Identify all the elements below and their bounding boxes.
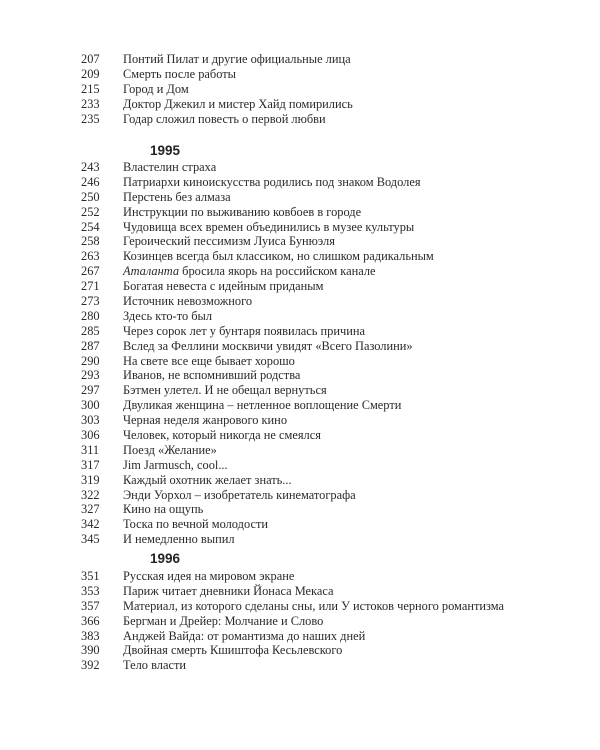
entry-title: Козинцев всегда был классиком, но слишком радикальным: [123, 249, 434, 264]
entry-title: Через сорок лет у бунтаря появилась причина: [123, 323, 365, 338]
toc-entry: [0, 97, 600, 112]
page-number: 300: [81, 398, 100, 413]
entry-title: Энди Уорхол – изобретатель кинематографа: [123, 487, 356, 502]
toc-entry: [0, 264, 600, 279]
entry-title: Jim Jarmusch, cool...: [123, 457, 228, 472]
entry-title-rest: бросила якорь на российском канале: [179, 264, 376, 279]
page-number: 297: [81, 383, 100, 398]
toc-entry: [0, 398, 600, 413]
entry-title: Бэтмен улетел. И не обещал вернуться: [123, 383, 327, 398]
toc-entry: [0, 339, 600, 354]
toc-entry: [0, 517, 600, 532]
entry-title: Поезд «Желание»: [123, 442, 217, 457]
page-number: 390: [81, 643, 100, 658]
page-number: 254: [81, 219, 100, 234]
toc-entry: [0, 569, 600, 584]
entry-title: Бергман и Дрейер: Молчание и Слово: [123, 613, 324, 628]
year-heading: 1996: [150, 551, 181, 566]
entry-title: Вслед за Феллини москвичи увидят «Всего Пазолини»: [123, 338, 413, 353]
entry-title: И немедленно выпил: [123, 532, 235, 547]
entry-title: Годар сложил повесть о первой любви: [123, 111, 326, 126]
page-number: 366: [81, 613, 100, 628]
entry-title: Богатая невеста с идейным приданым: [123, 279, 324, 294]
page-number: 207: [81, 52, 100, 66]
toc-entry: [0, 354, 600, 369]
toc-entry: [0, 658, 600, 673]
year-heading: 1995: [150, 143, 181, 158]
entry-title: Героический пессимизм Луиса Бунюэля: [123, 234, 335, 249]
toc-entry: [0, 502, 600, 517]
entry-title: [123, 264, 376, 279]
page-number: 357: [81, 598, 100, 613]
toc-entry: [0, 205, 600, 220]
toc-entry: [0, 190, 600, 205]
page-number: 353: [81, 583, 100, 598]
page-number: 215: [81, 81, 100, 96]
page-number: 345: [81, 532, 100, 547]
entry-title: Материал, из которого сделаны сны, или У истоков черного романтизма: [123, 598, 504, 613]
page-number: 263: [81, 249, 100, 264]
toc-entry: [0, 175, 600, 190]
entry-title: Париж читает дневники Йонаса Мекаса: [123, 583, 334, 598]
toc-section-1995: [0, 143, 600, 547]
entry-title: Чудовища всех времен объединились в музее культуры: [123, 219, 415, 234]
entry-title: Двойная смерть Кшиштофа Кесьлевского: [123, 643, 343, 658]
entry-title: Тело власти: [123, 658, 186, 673]
entry-title: Русская идея на мировом экране: [123, 569, 295, 583]
toc-entry: [0, 309, 600, 324]
toc-entry: [0, 629, 600, 644]
toc-entry: [0, 443, 600, 458]
entry-title: Каждый охотник желает знать...: [123, 472, 292, 487]
toc-entry: [0, 112, 600, 127]
entry-title: Источник невозможного: [123, 294, 253, 309]
entry-title-italic: Аталанта: [123, 264, 180, 279]
toc-entry: [0, 413, 600, 428]
toc-entry: [0, 614, 600, 629]
page-number: 317: [81, 457, 100, 472]
entry-title: Кино на ощупь: [123, 502, 204, 517]
toc-entry: [0, 234, 600, 249]
page-number: 267: [81, 264, 100, 279]
toc-entry: [0, 532, 600, 547]
entry-title: Смерть после работы: [123, 66, 236, 81]
page-number: 351: [81, 569, 100, 583]
page-number: 293: [81, 368, 100, 383]
page-number: 209: [81, 66, 100, 81]
toc-entry: [0, 473, 600, 488]
page-number: 383: [81, 628, 100, 643]
page-number: 327: [81, 502, 100, 517]
page-number: 319: [81, 472, 100, 487]
page-number: 243: [81, 160, 100, 174]
entry-title: Доктор Джекил и мистер Хайд помирились: [123, 96, 353, 111]
toc-entry: [0, 368, 600, 383]
toc-entry: [0, 82, 600, 97]
entry-title: Черная неделя жанрового кино: [123, 413, 288, 428]
page-number: 271: [81, 279, 100, 294]
entry-title: На свете все еще бывает хорошо: [123, 353, 295, 368]
page-number: 290: [81, 353, 100, 368]
toc-entry: [0, 458, 600, 473]
page-number: 392: [81, 658, 100, 673]
page-number: 273: [81, 294, 100, 309]
page-number: 287: [81, 338, 100, 353]
toc-entry: [0, 160, 600, 175]
toc-entry: [0, 584, 600, 599]
toc-entry: [0, 220, 600, 235]
page-number: 233: [81, 96, 100, 111]
page-number: 246: [81, 174, 100, 189]
entry-title: Человек, который никогда не смеялся: [123, 428, 321, 443]
page-number: 285: [81, 323, 100, 338]
toc-entry: [0, 643, 600, 658]
toc-entry: [0, 52, 600, 67]
toc-entry: [0, 294, 600, 309]
page-number: 250: [81, 189, 100, 204]
toc-entry: [0, 488, 600, 503]
page-number: 311: [81, 442, 100, 457]
toc-section-1996: [0, 551, 600, 673]
entry-title: Город и Дом: [123, 81, 189, 96]
page-number: 280: [81, 308, 100, 323]
page-number: 306: [81, 428, 100, 443]
page-number: 342: [81, 517, 100, 532]
toc-entry: [0, 67, 600, 82]
toc-section-previous: [0, 52, 600, 126]
page-number: 258: [81, 234, 100, 249]
entry-title: Патриархи киноискусства родились под знаком Водолея: [123, 174, 421, 189]
entry-title: Анджей Вайда: от романтизма до наших дней: [123, 628, 366, 643]
toc-entry: [0, 324, 600, 339]
entry-title: Инструкции по выживанию ковбоев в городе: [123, 204, 362, 219]
toc-entry: [0, 249, 600, 264]
entry-title: Тоска по вечной молодости: [123, 517, 268, 532]
page-number: 252: [81, 204, 100, 219]
entry-title: Властелин страха: [123, 160, 217, 174]
toc-entry: [0, 428, 600, 443]
entry-title: Иванов, не вспомнивший родства: [123, 368, 301, 383]
entry-title: Понтий Пилат и другие официальные лица: [123, 52, 351, 66]
toc-entry: [0, 383, 600, 398]
entry-title: Перстень без алмаза: [123, 189, 231, 204]
page-number: 322: [81, 487, 100, 502]
page-number: 235: [81, 111, 100, 126]
page-number: 303: [81, 413, 100, 428]
entry-title: Двуликая женщина – нетленное воплощение Смерти: [123, 398, 402, 413]
toc-entry: [0, 279, 600, 294]
toc-entry: [0, 599, 600, 614]
entry-title: Здесь кто-то был: [123, 308, 213, 323]
